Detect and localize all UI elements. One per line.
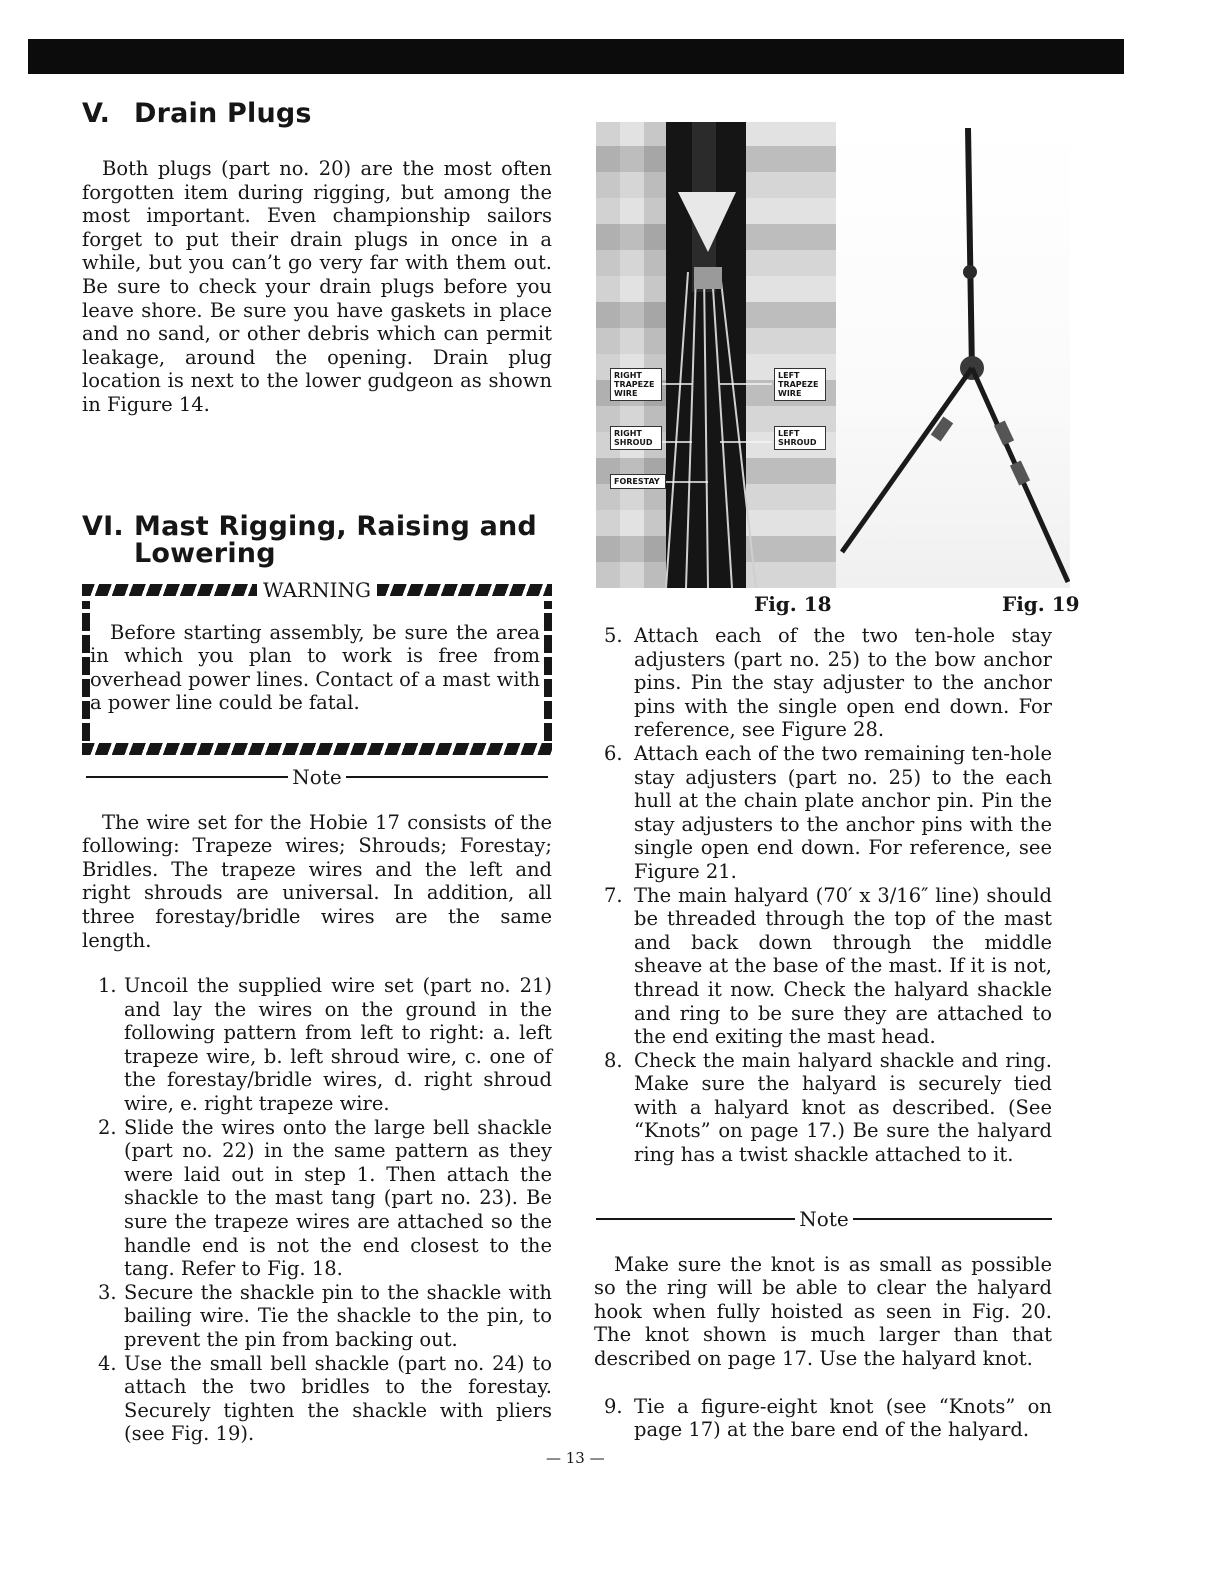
label-left-trapeze: LEFT TRAPEZE WIRE — [774, 368, 826, 401]
note-divider — [82, 765, 552, 789]
section-6-title-line1: Mast Rigging, Raising and — [134, 510, 537, 542]
list-item: 9. Tie a figure-eight knot (see “Knots” on page 17) at the bare end of the halyard. — [604, 1394, 1052, 1442]
list-item: 7. The main halyard (70′ x 3/16″ line) should be threaded through the top of the mast and back down through the middle sheave at the base of the mast. If it is not, thread it now. Check the halyard shackle and ring to be sure they are attached to the end exiting the mast head. — [604, 883, 1052, 1049]
drain-plugs-paragraph: Both plugs (part no. 20) are the most often forgotten item during rigging, but among the most important. Even championship sailors forget to put their drain plugs in once in a while, but you can’t go very far with them out. Be sure to check your drain plugs before you leave shore. Be sure you have gaskets in place and no sand, or other debris which can permit leakage, around the opening. Drain plug location is next to the lower gudgeon as shown in Figure 14. — [82, 157, 552, 416]
list-item: 4. Use the small bell shackle (part no. 24) to attach the two bridles to the forestay. Securely tighten the shackle with pliers (see Fig. 19). — [98, 1351, 552, 1446]
warning-border-right — [544, 601, 552, 741]
note-2-title: Note — [799, 1206, 849, 1231]
figures-18-19 — [596, 122, 1070, 588]
warning-box — [82, 579, 552, 755]
list-item: 2. Slide the wires onto the large bell shackle (part no. 22) in the same pattern as they were laid out in step 1. Then attach the shackle to the mast tang (part no. 23). Be sure the trapeze wires are attached so the handle end is not the end closest to the tang. Refer to Fig. 18. — [98, 1115, 552, 1281]
warning-stripe-left — [82, 584, 257, 596]
list-item: 5. Attach each of the two ten-hole stay adjusters (part no. 25) to the bow anchor pins. Pin the stay adjuster to the anchor pins with the single open end down. For reference, see Figure 28. — [604, 624, 1052, 742]
fig-18-image — [596, 122, 836, 588]
section-5-heading — [82, 100, 552, 127]
section-6-heading — [82, 510, 552, 569]
fig-19-caption: Fig. 19 — [1002, 592, 1080, 616]
fig-18-photo — [596, 122, 836, 588]
steps-list-right — [604, 624, 1052, 1167]
warning-title: WARNING — [263, 577, 371, 602]
left-column — [82, 100, 552, 1446]
label-right-trapeze: RIGHT TRAPEZE WIRE — [610, 368, 662, 401]
warning-border-left — [82, 601, 90, 741]
list-item: 8. Check the main halyard shackle and ring. Make sure the halyard is securely tied with a halyard knot as described. (See “Knots” on page 17.) Be sure the halyard ring has a twist shackle attached to it. — [604, 1048, 1052, 1167]
section-5-title: Drain Plugs — [134, 98, 312, 129]
warning-title-row — [82, 579, 552, 601]
label-left-shroud: LEFT SHROUD — [774, 426, 826, 450]
warning-text: Before starting assembly, be sure the area in which you plan to work is free from overhead power lines. Contact of a mast with a power line could be fatal. — [90, 620, 540, 715]
steps-list-left — [82, 974, 552, 1446]
note-2-divider — [596, 1207, 1052, 1231]
note-title: Note — [292, 764, 342, 789]
steps-list-step9 — [604, 1395, 1052, 1442]
warning-border-bottom — [82, 743, 552, 755]
page-number: — 13 — — [546, 1449, 605, 1467]
fig-19-image — [836, 122, 1070, 588]
note-2-text: Make sure the knot is as small as possible so the ring will be able to clear the halyard hook when fully hoisted as seen in Fig. 20. The knot shown is much larger than that described on page 17. Use the halyard knot. — [594, 1252, 1052, 1371]
warning-stripe-right — [377, 584, 552, 596]
list-item: 3. Secure the shackle pin to the shackle with bailing wire. Tie the shackle to the pin, to prevent the pin from backing out. — [98, 1280, 552, 1351]
fig-19-photo — [836, 122, 1070, 588]
right-column — [594, 624, 1052, 1442]
list-item: 1. Uncoil the supplied wire set (part no. 21) and lay the wires on the ground in the following pattern from left to right: a. left trapeze wire, b. left shroud wire, c. one of the forestay/bridle wires, d. right shroud wire, e. right trapeze wire. — [98, 974, 552, 1116]
section-6-title-line2: Lowering — [134, 537, 276, 569]
list-item: 6. Attach each of the two remaining ten-hole stay adjusters (part no. 25) to the each hull at the chain plate anchor pin. Pin the stay adjusters to the anchor pins with the single open end down. For reference, see Figure 21. — [604, 741, 1052, 883]
section-5-number: V. — [82, 98, 111, 129]
fig-18-caption: Fig. 18 — [754, 592, 832, 616]
header-bar — [28, 39, 1124, 74]
section-6-number: VI. — [82, 510, 124, 542]
note-text: The wire set for the Hobie 17 consists of the following: Trapeze wires; Shrouds; Forestay; Bridles. The trapeze wires and the left and right shrouds are universal. In addition, all three forestay/bridle wires are the same length. — [82, 810, 552, 952]
label-forestay: FORESTAY — [610, 474, 666, 489]
label-right-shroud: RIGHT SHROUD — [610, 426, 662, 450]
